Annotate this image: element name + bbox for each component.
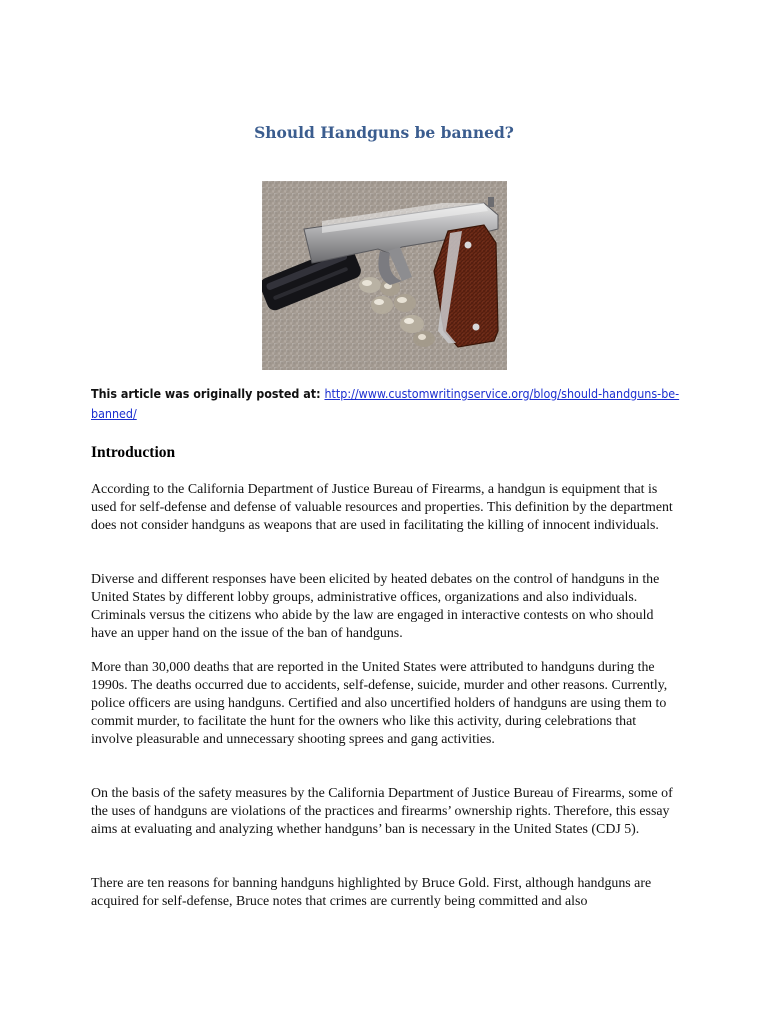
document-title: Should Handguns be banned? — [254, 123, 514, 142]
source-note-label: This article was originally posted at: — [91, 386, 325, 401]
source-link[interactable]: http://www.customwritingservice.org/blog/should-handguns-be-banned/ — [91, 386, 680, 421]
paragraph-4: On the basis of the safety measures by the California Department of Justice Bureau of Firearms, some of the uses of handguns are violations of the practices and firearms’ ownership rights. Therefore, this essay aims at evaluating and analyzing whether handguns’ ban is necessary in the United States (CDJ 5). — [91, 786, 673, 837]
pistol-photo — [262, 181, 507, 370]
section-heading-introduction: Introduction — [91, 444, 176, 461]
paragraph-3: More than 30,000 deaths that are reported in the United States were attributed to handguns during the 1990s. The deaths occurred due to accidents, self-defense, suicide, murder and other reasons. Currently, police officers are using handguns. Certified and also uncertified holders of handguns are using them to commit murder, to facilitate the hunt for the owners who like this activity, during celebrations that involve pleasurable and unnecessary shooting sprees and gang activities. — [91, 660, 668, 747]
paragraph-1: According to the California Department of Justice Bureau of Firearms, a handgun is equipment that is used for self-defense and defense of valuable resources and properties. This definition by the department does not consider handguns as weapons that are used in facilitating the killing of innocent individuals. — [91, 482, 673, 533]
paragraph-5: There are ten reasons for banning handguns highlighted by Bruce Gold. First, although handguns are acquired for self-defense, Bruce notes that crimes are currently being committed and also — [91, 876, 652, 909]
paragraph-2: Diverse and different responses have been elicited by heated debates on the control of handguns in the United States by different lobby groups, administrative offices, organizations and also individuals. Criminals versus the citizens who abide by the law are engaged in interactive contests on who should have an upper hand on the issue of the ban of handguns. — [91, 572, 660, 641]
source-note — [91, 384, 681, 424]
